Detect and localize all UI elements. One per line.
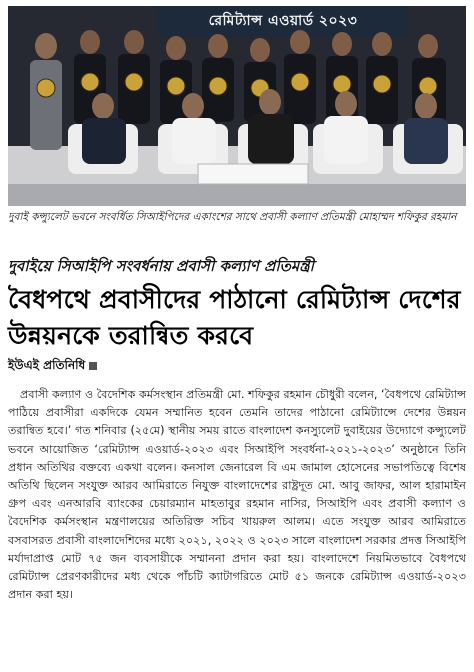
byline-text: ইউএই প্রতিনিধি [8,358,86,372]
article-byline [8,356,308,374]
event-photo [8,6,466,206]
article-kicker: দুবাইয়ে সিআইপি সংবর্ধনায় প্রবাসী কল্যাণ প্রতিমন্ত্রী [8,257,314,275]
article-headline: বৈধপথে প্রবাসীদের পাঠানো রেমিট্যান্স দেশের উন্নয়নকে তরান্বিত করবে [8,285,461,350]
article-body: প্রবাসী কল্যাণ ও বৈদেশিক কর্মসংস্থান প্রতিমন্ত্রী মো. শফিকুর রহমান চৌধুরী বলেন, ‘বৈধপথে রেমিট্যান্স পাঠিয়ে প্রবাসীরা একদিকে যেমন সম্মানিত হবেন তেমনি তাদের পাঠানো রেমিট্যান্সে দেশের উন্নয়ন তরান্বিত হবে।’ গত শনিবার (২৫মে) স্থানীয় সময় রাতে বাংলাদেশ কনস্যুলেট দুবাইয়ের উদ্যোগে কন্স্যুলেট ভবনে আয়োজিত ‘রেমিট্যান্স এওয়ার্ড-২০২৩ এবং সিআইপি সংবর্ধনা-২০২১-২০২৩’ অনুষ্ঠানে তিনি প্রধান অতিথির বক্তব্যে একথা বলেন। কনসাল জেনারেল বি এম জামাল হোসেনের সভাপতিত্বে বিশেষ অতিথি ছিলেন সংযুক্ত আরব আমিরাতে নিযুক্ত বাংলাদেশের রাষ্ট্রদূত মো. আবু জাফর, আল হারামাইন গ্রুপ এবং এনআরবি ব্যাংকের চেয়ারম্যান মাহতাবুর রহমান নাসির, সিআইপি এবং প্রবাসী কল্যাণ ও বৈদেশিক কর্মসংস্থান মন্ত্রণালয়ের অতিরিক্ত সচিব খায়রুল আলম। এতে সংযুক্ত আরব আমিরাতে বসবাসরত প্রবাসী বাংলাদেশিদের মধ্যে ২০২১, ২০২২ ও ২০২৩ সালে বাংলাদেশ সরকার প্রদত্ত সিআইপি মর্যাদাপ্রাপ্ত মোট ৭৫ জন ব্যবসায়ীকে সম্মাননা প্রদান করা হয়। বাংলাদেশে নিয়মিতভাবে বৈধপথে রেমিট্যান্স প্রেরণকারীদের মধ্য থেকে পাঁচটি ক্যাটাগরিতে মোট ৫১ জনকে রেমিট্যান্স এওয়ার্ড-২০২৩ প্রদান করা হয়। [8,388,466,602]
event-photo-illustration [8,6,466,206]
photo-banner: রেমিট্যান্স এওয়ার্ড ২০২৩ [208,13,358,29]
byline-square-icon [89,362,97,370]
centre-table [198,164,308,184]
photo-caption: দুবাই কন্স্যুলেট ভবনে সংবর্ধিত সিআইপিদের একাংশের সাথে প্রবাসী কল্যাণ প্রতিমন্ত্রী মোহাম্মদ শফিকুর রহমান [8,211,457,223]
